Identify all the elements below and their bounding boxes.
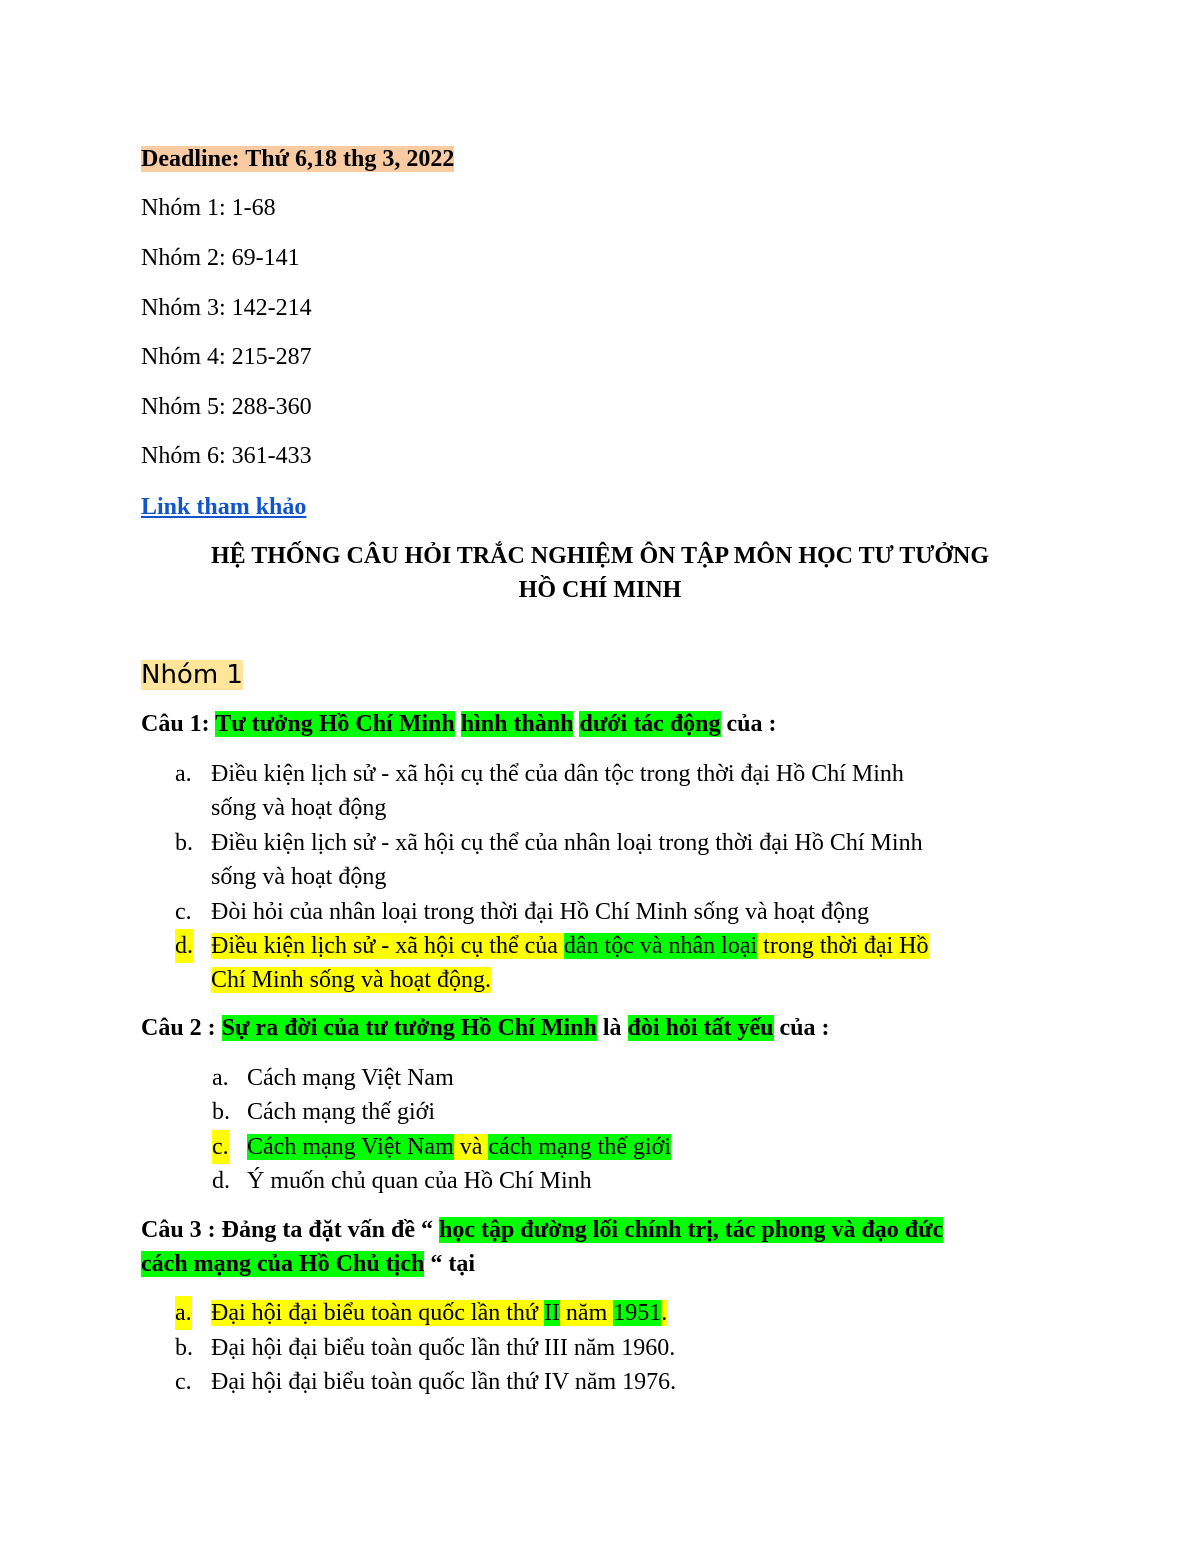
option-text xyxy=(247,1130,671,1164)
reference-link[interactable]: Link tham khảo xyxy=(141,494,307,520)
question-3-part-4: “ tại xyxy=(430,1251,476,1277)
question-2-option-a xyxy=(212,1061,1012,1095)
question-2-part-2: là xyxy=(602,1015,622,1041)
option-marker: a. xyxy=(175,761,192,787)
option-marker: c. xyxy=(175,899,192,925)
question-3-part-1: Đảng ta đặt vấn đề “ xyxy=(221,1217,434,1243)
question-2-part-3: đòi hỏi tất yếu xyxy=(627,1015,774,1041)
question-2 xyxy=(141,1013,830,1043)
option-text: Cách mạng Việt Nam xyxy=(247,1065,454,1091)
answer-highlight: Cách mạng Việt Nam xyxy=(247,1134,454,1160)
option-text-line-2 xyxy=(211,963,491,997)
answer-text: Điều kiện lịch sử - xã hội cụ thể của xyxy=(211,933,564,959)
question-1-option-a xyxy=(175,757,1075,825)
answer-text: trong thời đại Hồ xyxy=(757,933,929,959)
option-text-line-1 xyxy=(211,929,929,963)
group-range-2: Nhóm 2: 69-141 xyxy=(141,245,300,271)
question-2-label: Câu 2 : xyxy=(141,1015,216,1041)
option-marker: d. xyxy=(212,1168,230,1194)
answer-text: năm xyxy=(559,1300,614,1326)
group-range-1: Nhóm 1: 1-68 xyxy=(141,195,276,221)
option-text: Ý muốn chủ quan của Hồ Chí Minh xyxy=(247,1168,592,1194)
answer-highlight: dân tộc và nhân loại xyxy=(563,933,758,959)
question-3-option-b xyxy=(175,1331,1075,1365)
question-1-part-2: hình thành xyxy=(460,711,574,737)
answer-text: Đại hội đại biểu toàn quốc lần thứ xyxy=(211,1300,544,1326)
question-3-part-3: cách mạng của Hồ Chủ tịch xyxy=(141,1251,425,1277)
answer-highlight: II xyxy=(543,1300,560,1326)
question-2-option-d xyxy=(212,1164,1012,1198)
option-marker: c. xyxy=(212,1130,229,1164)
answer-text: . xyxy=(661,1300,668,1326)
option-marker: c. xyxy=(175,1369,192,1395)
question-2-option-c xyxy=(212,1130,1012,1164)
option-text-line-1: Điều kiện lịch sử - xã hội cụ thể của nhân loại trong thời đại Hồ Chí Minh xyxy=(211,830,923,856)
question-1 xyxy=(141,709,777,739)
question-3-option-c xyxy=(175,1365,1075,1399)
question-3-label: Câu 3 : xyxy=(141,1217,216,1243)
document-title-line-2: HỒ CHÍ MINH xyxy=(518,577,682,603)
question-1-option-c xyxy=(175,895,1075,929)
question-1-part-3: dưới tác động xyxy=(579,711,721,737)
option-text-line-2: sống và hoạt động xyxy=(211,795,387,821)
question-1-part-1: Tư tưởng Hồ Chí Minh xyxy=(215,711,455,737)
question-1-label: Câu 1: xyxy=(141,711,210,737)
option-marker: a. xyxy=(212,1065,229,1091)
group-range-3: Nhóm 3: 142-214 xyxy=(141,295,312,321)
reference-link-line xyxy=(141,492,306,522)
option-text: Đại hội đại biểu toàn quốc lần thứ III năm 1960. xyxy=(211,1335,676,1361)
section-heading xyxy=(141,658,243,692)
option-marker: b. xyxy=(212,1099,230,1125)
answer-text: và xyxy=(453,1134,489,1160)
document-title-line-1: HỆ THỐNG CÂU HỎI TRẮC NGHIỆM ÔN TẬP MÔN HỌC TƯ TƯỞNG xyxy=(210,543,990,569)
question-1-part-4: của : xyxy=(726,711,777,737)
group-range-6: Nhóm 6: 361-433 xyxy=(141,443,312,469)
deadline-text: Deadline: Thứ 6,18 thg 3, 2022 xyxy=(141,146,455,172)
question-2-option-b xyxy=(212,1095,1012,1129)
option-text-line-2: sống và hoạt động xyxy=(211,864,387,890)
question-2-part-4: của : xyxy=(779,1015,830,1041)
option-marker: a. xyxy=(175,1296,192,1330)
group-range-4: Nhóm 4: 215-287 xyxy=(141,344,312,370)
option-text: Cách mạng thế giới xyxy=(247,1099,435,1125)
section-heading-text: Nhóm 1 xyxy=(141,660,243,690)
question-3-option-a xyxy=(175,1296,1075,1330)
answer-text: Chí Minh sống và hoạt động. xyxy=(211,967,491,993)
answer-highlight: cách mạng thế giới xyxy=(488,1134,672,1160)
question-3-line-2 xyxy=(141,1249,475,1279)
question-3-part-2: học tập đường lối chính trị, tác phong và đạo đức xyxy=(439,1217,944,1243)
answer-highlight: 1951 xyxy=(613,1300,662,1326)
option-text-line-1: Điều kiện lịch sử - xã hội cụ thể của dân tộc trong thời đại Hồ Chí Minh xyxy=(211,761,904,787)
question-1-option-d xyxy=(175,929,1075,997)
option-text xyxy=(211,1296,667,1330)
question-3-line-1 xyxy=(141,1215,943,1245)
option-marker: b. xyxy=(175,830,193,856)
option-marker: d. xyxy=(175,929,193,963)
option-text: Đại hội đại biểu toàn quốc lần thứ IV năm 1976. xyxy=(211,1369,677,1395)
group-range-5: Nhóm 5: 288-360 xyxy=(141,394,312,420)
option-marker: b. xyxy=(175,1335,193,1361)
question-1-option-b xyxy=(175,826,1075,894)
deadline-line xyxy=(141,144,454,174)
option-text-line-1: Đòi hỏi của nhân loại trong thời đại Hồ Chí Minh sống và hoạt động xyxy=(211,899,869,925)
question-2-part-1: Sự ra đời của tư tưởng Hồ Chí Minh xyxy=(221,1015,597,1041)
